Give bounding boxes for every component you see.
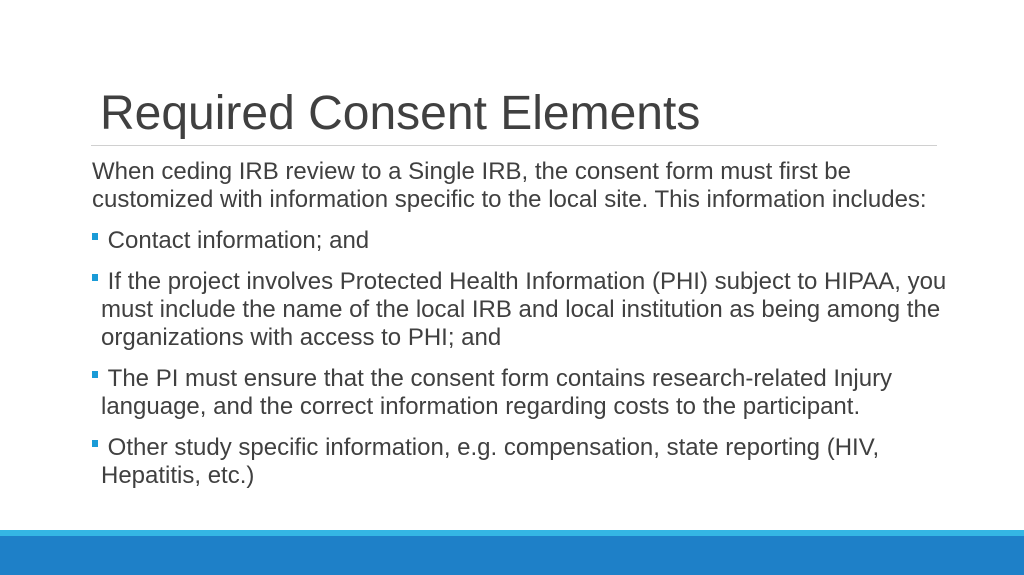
bullet-item [92,434,972,490]
slide-body [92,158,972,503]
square-bullet-icon [92,233,98,240]
square-bullet-icon [92,371,98,378]
slide-title: Required Consent Elements [100,87,701,140]
footer-band [0,536,1024,575]
square-bullet-icon [92,440,98,447]
bullet-text: Contact information; and [107,227,370,254]
title-divider [91,145,937,146]
bullet-text: The PI must ensure that the consent form contains research-related Injury language, and the correct information regarding costs to the participant. [101,365,893,420]
bullet-item [92,268,972,352]
intro-paragraph: When ceding IRB review to a Single IRB, the consent form must first be customized with information specific to the local site. This information includes: [92,158,927,213]
bullet-item [92,365,972,421]
bullet-text: If the project involves Protected Health Information (PHI) subject to HIPAA, you must include the name of the local IRB and local institution as being among the organizations with access to PHI; and [101,268,947,351]
square-bullet-icon [92,274,98,281]
bullet-item [92,227,972,255]
bullet-list [92,227,972,490]
bullet-text: Other study specific information, e.g. compensation, state reporting (HIV, Hepatitis, etc.) [101,434,880,489]
